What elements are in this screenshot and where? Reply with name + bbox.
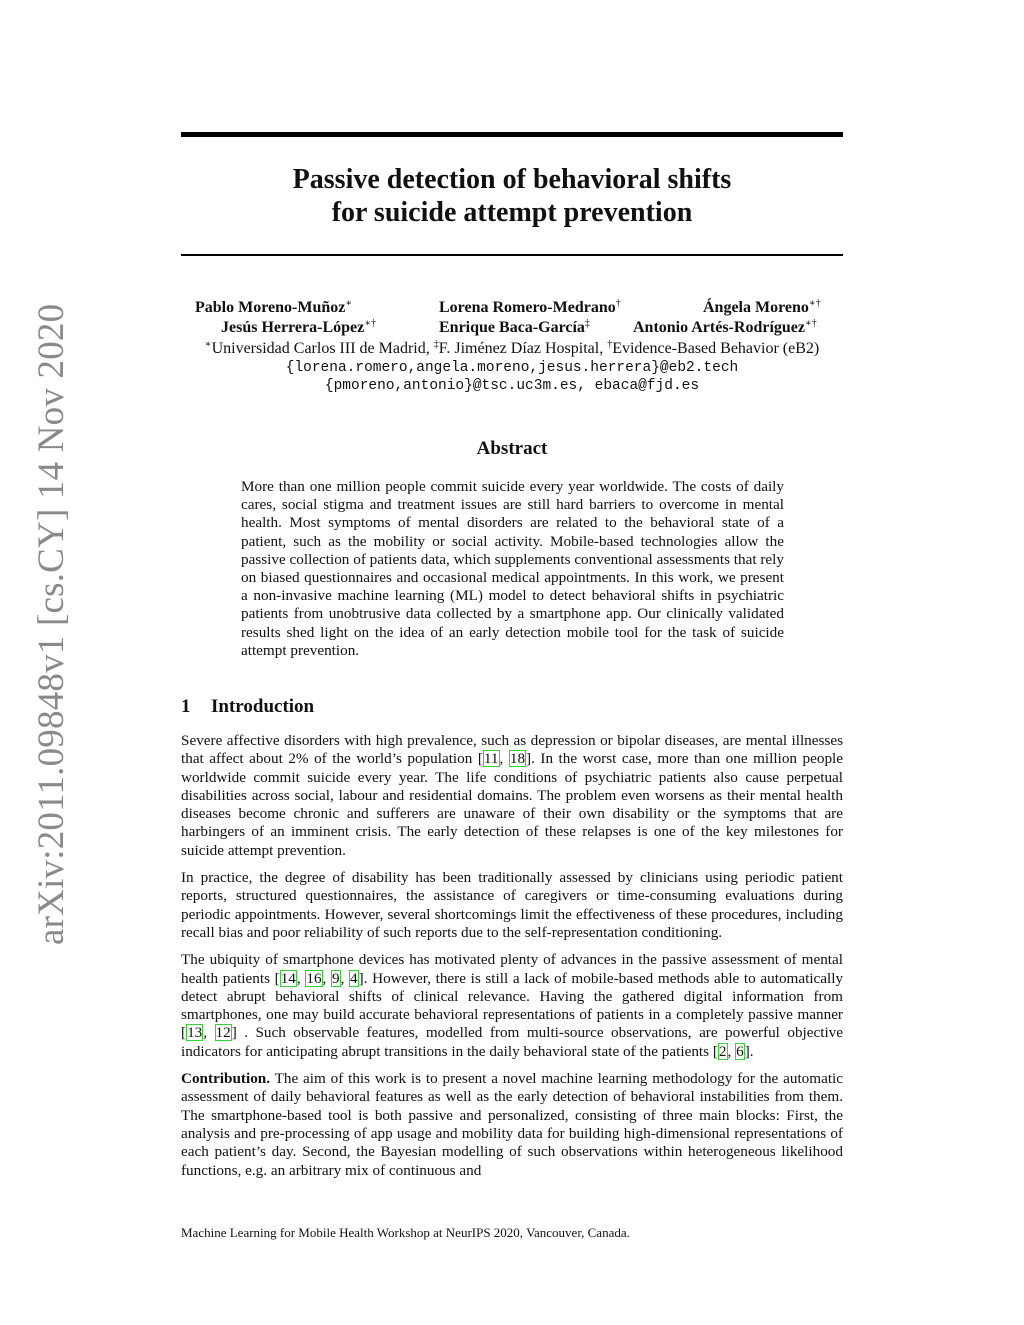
title-line-2: for suicide attempt prevention <box>331 197 693 228</box>
author-name: Antonio Artés-Rodríguez∗† <box>633 318 817 336</box>
title-rule-bottom <box>181 254 843 256</box>
email-line-2: {pmoreno,antonio}@tsc.uc3m.es, ebaca@fjd.es <box>324 378 700 394</box>
paragraph: The ubiquity of smartphone devices has motivated plenty of advances in the passive assessment of mental health patients [14, 16, 9, 4]. However, there is still a lack of mobile-based methods able to automatically detect abrupt behavioral shifts of clinical relevance. Having the gathered digital information from smartphones, one may build accurate behavioral representations of patients in a completely passive manner [13, 12] . Such observable features, modelled from multi-source observations, are powerful objective indicators for anticipating abrupt transitions in the daily behavioral state of the patients [2, 6]. <box>181 951 844 1060</box>
section-title: Introduction <box>211 696 315 717</box>
footnote: Machine Learning for Mobile Health Workshop at NeurIPS 2020, Vancouver, Canada. <box>181 1225 630 1240</box>
author-name: Ángela Moreno∗† <box>703 298 821 316</box>
title-line-1: Passive detection of behavioral shifts <box>292 164 732 195</box>
citation-link[interactable]: 16 <box>306 969 322 987</box>
author-name: Pablo Moreno-Muñoz∗ <box>195 298 353 316</box>
paragraph: In practice, the degree of disability has been traditionally assessed by clinicians using periodic patient reports, structured questionnaires, the assistance of caregivers or time-consuming evaluations during periodic appointments. However, several shortcomings limit the effectiveness of these procedures, including recall bias and poor reliability of such reports due to the self-representation conditioning. <box>181 869 843 941</box>
section-heading <box>181 696 314 718</box>
citation-link[interactable]: 2 <box>718 1042 727 1060</box>
author-name: Enrique Baca-García‡ <box>439 318 590 336</box>
citation-link[interactable]: 13 <box>187 1024 203 1042</box>
citation-link[interactable]: 12 <box>215 1024 231 1042</box>
author-block <box>181 298 843 338</box>
paragraph-lead: Contribution. <box>181 1070 271 1088</box>
abstract-heading: Abstract <box>476 438 548 459</box>
citation-link[interactable]: 11 <box>483 750 499 768</box>
abstract-text: More than one million people commit suicide every year worldwide. The costs of daily cares, social stigma and treatment issues are still hard barriers to overcome in mental health. Most symptoms of mental disorders are related to the behavioral state of a patient, such as the mobility or social activity. Mobile-based technologies allow the passive collection of patients data, which supplements conventional assessments that rely on biased questionnaires and occasional medical appointments. In this work, we present a non-invasive machine learning (ML) model to detect behavioral shifts in psychiatric patients from unobtrusive data collected by a smartphone app. Our clinically validated results shed light on the idea of an early detection mobile tool for the task of suicide attempt prevention. <box>241 478 784 659</box>
author-row-1 <box>181 298 843 318</box>
paper-title <box>181 163 843 229</box>
paragraph: Severe affective disorders with high prevalence, such as depression or bipolar diseases, are mental illnesses that affect about 2% of the world’s population [11, 18]. In the worst case, more than one million people worldwide commit suicide every year. The life conditions of psychiatric patients also cause perpetual disabilities across social, labour and residential domains. The problem even worsens as their mental health diseases become chronic and sufferers are unaware of their own disability or the symptoms that are harbingers of an imminent crisis. The early detection of these relapses is one of the key milestones for suicide attempt prevention. <box>181 732 843 859</box>
citation-link[interactable]: 6 <box>736 1042 744 1060</box>
citation-link[interactable]: 18 <box>509 750 526 768</box>
citation-link[interactable]: 4 <box>350 969 358 987</box>
citation-link[interactable]: 14 <box>280 969 296 987</box>
arxiv-stamp: arXiv:2011.09848v1 [cs.CY] 14 Nov 2020 <box>31 303 72 945</box>
affiliations: ∗Universidad Carlos III de Madrid, ‡F. Jiménez Díaz Hospital, †Evidence-Based Behavior (eB2) <box>204 339 820 357</box>
author-name: Lorena Romero-Medrano† <box>439 298 621 316</box>
title-rule-top <box>181 132 843 137</box>
citation-link[interactable]: 9 <box>331 969 340 987</box>
email-line-1: {lorena.romero,angela.moreno,jesus.herrera}@eb2.tech <box>285 360 739 376</box>
paragraph: Contribution. The aim of this work is to present a novel machine learning methodology for the automatic assessment of daily behavioral features as well as the early detection of behavioral instabilities from them. The smartphone-based tool is both passive and personalized, consisting of three main blocks: First, the analysis and pre-processing of app usage and mobility data for building high-dimensional representations of each patient’s day. Second, the Bayesian modelling of such observations within heterogeneous likelihood functions, e.g. an arbitrary mix of continuous and <box>181 1070 843 1179</box>
author-name: Jesús Herrera-López∗† <box>221 318 377 336</box>
body-text <box>181 732 843 1189</box>
author-row-2 <box>181 318 843 338</box>
section-number: 1 <box>181 696 191 717</box>
